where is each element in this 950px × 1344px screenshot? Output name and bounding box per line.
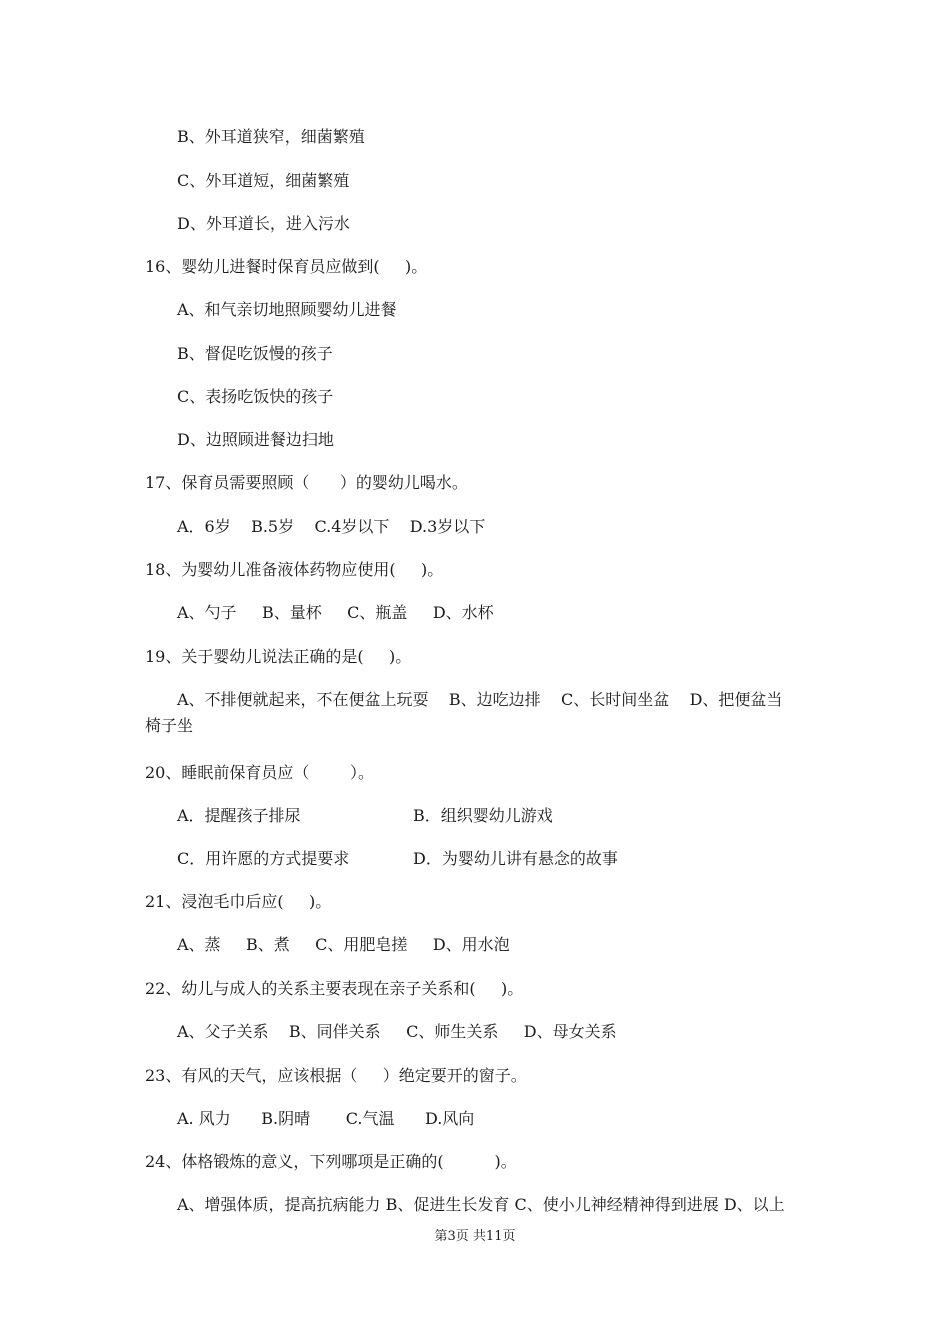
question-19: 19、关于婴幼儿说法正确的是( )。 bbox=[145, 647, 412, 666]
question-20-option-b: B．组织婴幼儿游戏 bbox=[413, 806, 553, 825]
question-21-options: A、蒸 B、煮 C、用肥皂搓 D、用水泡 bbox=[177, 935, 510, 954]
question-17: 17、保育员需要照顾（ ）的婴幼儿喝水。 bbox=[145, 473, 468, 492]
question-20-option-d: D．为婴幼儿讲有悬念的故事 bbox=[413, 849, 618, 868]
option-b-line: B、外耳道狭窄，细菌繁殖 bbox=[177, 127, 365, 146]
question-19-options-continued: 椅子坐 bbox=[145, 716, 194, 735]
question-22: 22、幼儿与成人的关系主要表现在亲子关系和( )。 bbox=[145, 979, 524, 998]
question-21: 21、浸泡毛巾后应( )。 bbox=[145, 892, 332, 911]
question-16-option-a: A、和气亲切地照顾婴幼儿进餐 bbox=[177, 300, 397, 319]
question-24-options: A、增强体质，提高抗病能力 B、促进生长发育 C、使小儿神经精神得到进展 D、以上 bbox=[177, 1195, 785, 1214]
question-23-options: A. 风力 B.阴晴 C.气温 D.风向 bbox=[177, 1109, 475, 1128]
question-16: 16、婴幼儿进餐时保育员应做到( )。 bbox=[145, 257, 428, 276]
option-d-line: D、外耳道长，进入污水 bbox=[177, 214, 350, 233]
question-20: 20、睡眠前保育员应（ ）。 bbox=[145, 763, 375, 782]
question-16-option-b: B、督促吃饭慢的孩子 bbox=[177, 344, 333, 363]
question-23: 23、有风的天气，应该根据（ ）绝定要开的窗子。 bbox=[145, 1066, 527, 1085]
question-20-option-a: A．提醒孩子排尿 bbox=[177, 806, 301, 825]
question-17-options: A．6岁 B.5岁 C.4岁以下 D.3岁以下 bbox=[177, 517, 486, 536]
question-22-options: A、父子关系 B、同伴关系 C、师生关系 D、母女关系 bbox=[177, 1022, 617, 1041]
option-c-line: C、外耳道短，细菌繁殖 bbox=[177, 171, 350, 190]
question-16-option-d: D、边照顾进餐边扫地 bbox=[177, 430, 334, 449]
page-footer: 第3页 共11页 bbox=[434, 1229, 516, 1244]
question-18-options: A、勺子 B、量杯 C、瓶盖 D、水杯 bbox=[177, 603, 494, 622]
question-18: 18、为婴幼儿准备液体药物应使用( )。 bbox=[145, 560, 444, 579]
question-16-option-c: C、表扬吃饭快的孩子 bbox=[177, 387, 334, 406]
question-20-option-c: C．用许愿的方式提要求 bbox=[177, 849, 350, 868]
question-24: 24、体格锻炼的意义，下列哪项是正确的( )。 bbox=[145, 1152, 517, 1171]
question-19-options: A、不排便就起来，不在便盆上玩耍 B、边吃边排 C、长时间坐盆 D、把便盆当 bbox=[177, 690, 783, 709]
